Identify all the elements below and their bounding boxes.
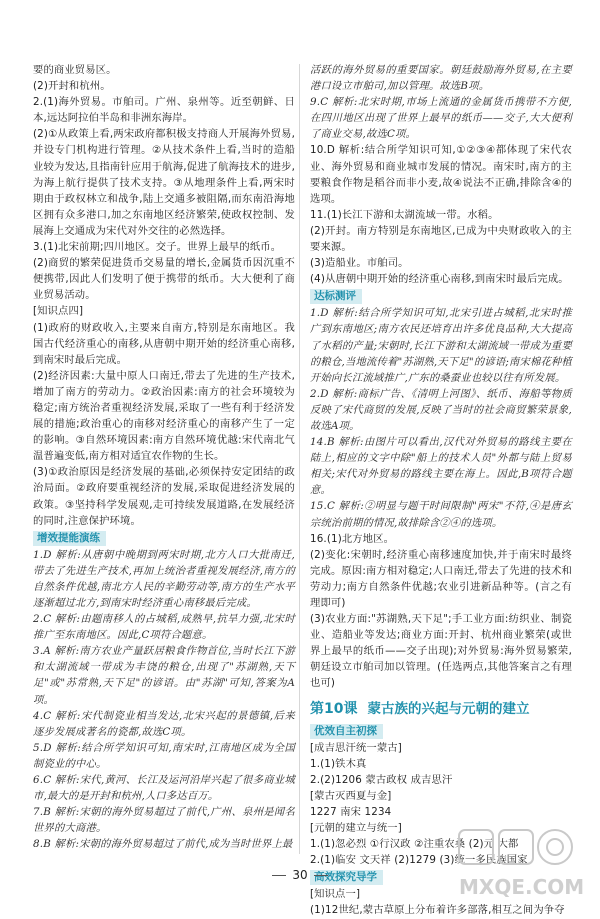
answer-line: (3)农业方面:"苏湖熟,天下足";手工业方面:纺织业、制瓷业、造船业等发达;商业方面:开封、杭州商业繁荣(或世界上最早的纸币——交子出现);对外贸易:海外贸易繁荣,朝廷设立市舶司加以管理。(任选两点,其他答案言之有理也可) [310, 613, 572, 690]
answer-explanation: 14.B 解析:由图片可以看出,汉代对外贸易的路线主要在陆上,相应的文字中除"船上的技术人员"外都与陆上贸易相关;宋代对外贸易的路线主要在海上。因此,B项符合题意。 [310, 436, 572, 497]
watermark-logo [455, 822, 595, 902]
answer-explanation: 1.D 解析:从唐朝中晚期到两宋时期,北方人口大批南迁,带去了先进生产技术,再加上统治者重视发展经济,南方的自然条件优越,南北方人民的辛勤劳动等,南方的生产水平逐渐超过北方,到南宋时经济重心南移最后完成。 [33, 548, 295, 609]
section-header: 优效自主初探 [310, 724, 383, 739]
answer-explanation: 1.D 解析:结合所学知识可知,北宋引进占城稻,北宋时推广到东南地区;南方农民还培育出许多优良品种,大大提高了水稻的产量;宋朝时,长江下游和太湖流域一带成为重要的粮仓,当地流传着"苏湖熟,天下足"的谚语;南宋棉花种植开始向长江流域推广,广东的桑蚕业也较以往有所发展。 [310, 307, 572, 384]
answer-line: (3)①政治原因是经济发展的基础,必须保持安定团结的政治局面。②政府要重视经济的发展,采取促进经济发展的政策。③坚持科学发展观,走可持续发展道路,在发展经济的同时,注意保护环境。 [33, 466, 295, 527]
answer-line: 1.(1)铁木真 [310, 757, 367, 770]
answer-line: (1)政府的财政收入,主要来自南方,特别是东南地区。我国古代经济重心的南移,从唐朝中期开始的经济重心南移,到南宋时最后完成。 [33, 321, 295, 366]
section-header: 高效探究导学 [310, 870, 383, 885]
answer-line: 11.(1)长江下游和太湖流域一带。水稻。 [310, 208, 499, 221]
answer-explanation: 2.D 解析:商标广告、《清明上河图》、纸币、海船等物质反映了宋代商贸的发展,反映了当时的社会商贸繁荣景象,故选A项。 [310, 387, 572, 432]
answer-explanation: 5.D 解析:结合所学知识可知,南宋时,江南地区成为全国制瓷业的中心。 [33, 741, 295, 770]
answer-line: 3.(1)北宋前期;四川地区。交子。世界上最早的纸币。 [33, 241, 282, 254]
answer-explanation: 2.C 解析:由题南移人的占城稻,成熟早,抗旱力强,北宋时推广至东南地区。因此,C项符合题意。 [33, 613, 295, 642]
answer-line: [知识点四] [33, 305, 84, 318]
answer-line: [元朝的建立与统一] [310, 822, 402, 835]
page-number: 30 [0, 868, 600, 882]
answer-line: (3)造船业。市舶司。 [310, 257, 409, 270]
answer-explanation: 3.A 解析:南方农业产量跃居粮食作物首位,当时长江下游和太湖流域一带成为丰饶的粮仓,出现了"苏湖熟,天下足"或"苏常熟,天下足"的谚语。由"苏湖"可知,答案为A项。 [33, 645, 295, 706]
section-header-wrap [310, 722, 572, 740]
answer-line: (2)开封和杭州。 [33, 80, 111, 93]
answer-line: [蒙古灭西夏与金] [310, 789, 392, 802]
lesson-name: 蒙古族的兴起与元朝的建立 [367, 700, 530, 717]
answer-line: 要的商业贸易区。 [33, 64, 117, 76]
section-header-wrap [310, 287, 572, 305]
section-header: 达标测评 [310, 289, 362, 304]
section-header-wrap [33, 529, 295, 547]
answer-explanation: 6.C 解析:宋代,黄河、长江及运河沿岸兴起了很多商业城市,最大的是开封和杭州,人口多达百万。 [33, 774, 295, 803]
answer-line: 2.(1)海外贸易。市舶司。广州、泉州等。近至朝鲜、日本,远达阿拉伯半岛和非洲东海岸。 [33, 96, 295, 125]
answer-line: 2.(2)1206 蒙古政权 成吉思汗 [310, 773, 453, 786]
answer-explanation: 7.B 解析:宋朝的海外贸易超过了前代,广州、泉州是闻名世界的大商港。 [33, 806, 295, 835]
lesson-number: 第10课 [310, 700, 358, 717]
answer-explanation: 4.C 解析:宋代制瓷业相当发达,北宋兴起的景德镇,后来逐步发展成著名的瓷都,故选C项。 [33, 709, 295, 738]
answer-line: 2.(1)临安 文天祥 (2)1279 (3)统一多民族国家 [310, 854, 528, 867]
answer-line: [成吉思汗统一蒙古] [310, 741, 402, 754]
answer-line: (4)从唐朝中期开始的经济重心南移,到南宋时最后完成。 [310, 273, 569, 286]
answer-explanation: 8.B 解析:宋朝的海外贸易超过了前代,成为当时世界上最 [33, 838, 293, 851]
answer-line: 10.D 解析:结合所学知识可知,①②③④都体现了宋代农业、海外贸易和商业城市发展的情况。南宋时,南方的主要粮食作物是稻谷而非小麦,故④说法不正确,排除含④的选项。 [310, 144, 572, 205]
answer-line: (2)开封。南方特别是东南地区,已成为中央财政收入的主要来源。 [310, 224, 572, 254]
right-column [310, 62, 572, 919]
answer-line: (2)变化:宋朝时,经济重心南移速度加快,并于南宋时最终完成。原因:南方相对稳定;人口南迁,带去了先进的技术和劳动力;南方自然条件优越;农业引进新品种等。(言之有理即可) [310, 548, 572, 609]
answer-line: (2)商贸的繁荣促进货币交易量的增长,金属货币因沉重不便携带,因此人们发明了便于携带的纸币。大大便利了商业贸易活动。 [33, 257, 295, 302]
answer-line: 1227 南宋 1234 [310, 805, 392, 818]
left-column [33, 62, 295, 853]
answer-line: [知识点一] [310, 888, 361, 901]
answer-explanation: 活跃的海外贸易的重要国家。朝廷鼓励海外贸易,在主要港口设立市舶司,加以管理。故选B项。 [310, 64, 572, 93]
column-divider [299, 64, 300, 854]
answer-line: (2)经济因素:大量中原人口南迁,带去了先进的生产技术,增加了南方的劳动力。②政治因素:南方的社会环境较为稳定;南方统治者重视经济发展,采取了一些有利于经济发展的措施;政治重心的南移对经济重心的南移产生了一定的影响。③自然环境因素:南方自然环境优越:宋代南北气温普遍变低,南方相对适宜农作物的生长。 [33, 369, 295, 463]
answer-explanation: 9.C 解析:北宋时期,市场上流通的金属货币携带不方便,在四川地区出现了世界上最早的纸币——交子,大大便利了商业交易,故选C项。 [310, 96, 572, 141]
lesson-title [310, 700, 572, 718]
answer-line: (2)①从政策上看,两宋政府都积极支持商人开展海外贸易,并设专门机构进行管理。②从技术条件上看,当时的造船业较为发达,且指南针应用于航海,促进了航海技术的进步,为海上航行提供了技术支持。③从地理条件上看,两宋时期由于政权林立和战争,陆上交通多被阻隔,而东南沿海地区拥有众多港口,加之东南地区经济繁荣,使政权控制、发展海上交通成为宋代对外交往的必然选择。 [33, 128, 295, 237]
watermark-text: MXQE.COM [459, 875, 585, 899]
answer-line: 16.(1)北方地区。 [310, 532, 395, 545]
answer-line: (1)12世纪,蒙古草原上分布着许多部落,相互之间为争夺 [310, 904, 565, 917]
answer-line: 1.(1)忽必烈 ①行汉政 ②注重农桑 (2)元 大都 [310, 838, 519, 851]
section-header: 增效提能演练 [33, 531, 106, 546]
answer-explanation: 15.C 解析:②明显与题干时间限制"两宋"不符,④是唐玄宗统治前期的情况,故排除含②④的选项。 [310, 500, 572, 529]
